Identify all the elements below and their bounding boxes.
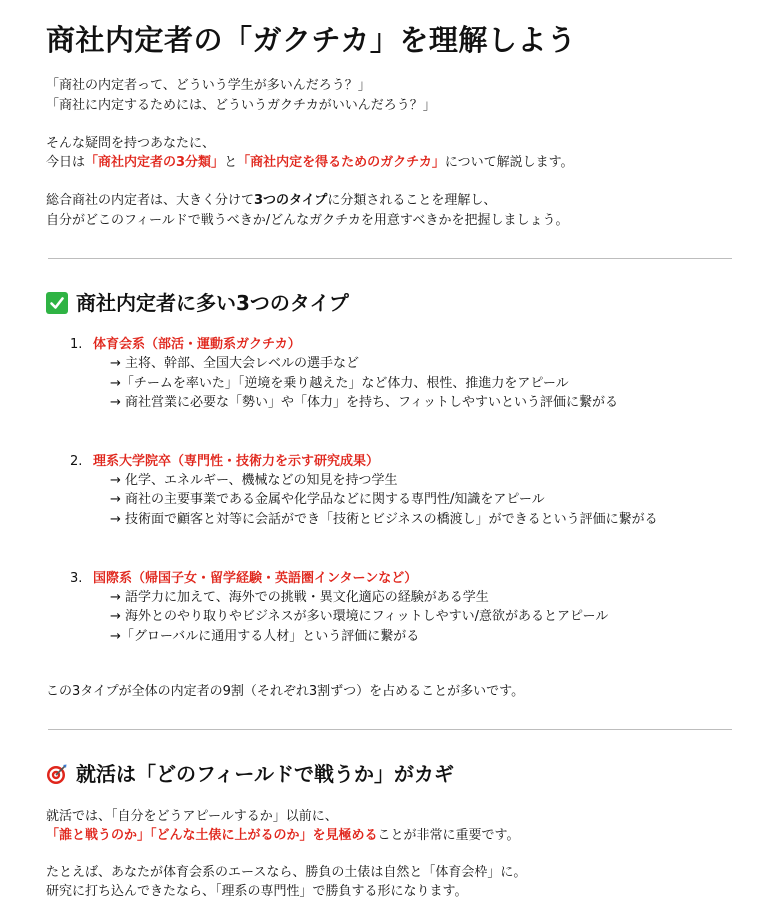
intro-line-4-post: について解説します。 — [444, 155, 574, 170]
type-item — [70, 569, 417, 588]
intro-line-4 — [46, 153, 574, 172]
type-point: → 主将、幹部、全国大会レベルの選手など — [110, 356, 360, 371]
type-item — [70, 452, 379, 471]
field-line-2-post: ことが非常に重要です。 — [377, 828, 520, 843]
section-heading-types-text: 商社内定者に多い3つのタイプ — [76, 291, 349, 315]
type-point: → 海外とのやり取りやビジネスが多い環境にフィットしやすい/意欲があるとアピール — [110, 609, 609, 624]
list-number: 3. — [70, 571, 83, 586]
highlight-gakuchika: 「商社内定を得るためのガクチカ」 — [237, 155, 445, 170]
intro-question-1: 「商社の内定者って、どういう学生が多いんだろう？」 — [46, 78, 371, 93]
page-title: 商社内定者の「ガクチカ」を理解しよう — [46, 23, 577, 57]
intro-question-2: 「商社に内定するためには、どういうガクチカがいいんだろう？」 — [46, 98, 436, 113]
intro-line-5-post: に分類されることを理解し、 — [327, 193, 497, 208]
field-line-2 — [46, 826, 519, 845]
type-point: → 語学力に加えて、海外での挑戦・異文化適応の経験がある学生 — [110, 590, 489, 605]
intro-line-4-pre: 今日は — [46, 155, 86, 170]
type-point: →「グローバルに通用する人材」という評価に繋がる — [110, 629, 420, 644]
list-number: 2. — [70, 454, 83, 469]
field-line-4: 研究に打ち込んできたなら、「理系の専門性」で勝負する形になります。 — [46, 884, 468, 899]
intro-line-5-pre: 総合商社の内定者は、大きく分けて — [46, 193, 255, 208]
highlight-three-categories: 「商社内定者の3分類」 — [85, 155, 225, 170]
type-point: → 商社の主要事業である金属や化学品などに関する専門性/知識をアピール — [110, 492, 545, 507]
intro-line-3: そんな疑問を持つあなたに、 — [46, 136, 216, 151]
type-title: 体育会系（部活・運動系ガクチカ） — [93, 337, 301, 352]
type-point: → 商社営業に必要な「勢い」や「体力」を持ち、フィットしやすいという評価に繋がる — [110, 395, 618, 410]
type-title: 理系大学院卒（専門性・技術力を示す研究成果） — [93, 454, 380, 469]
divider — [48, 258, 732, 259]
check-icon — [46, 292, 68, 314]
type-item — [70, 335, 301, 354]
intro-line-6: 自分がどこのフィールドで戦うべきか/どんなガクチカを用意すべきかを把握しましょう。 — [46, 213, 569, 228]
target-icon — [46, 763, 68, 785]
field-line-1: 就活では、「自分をどうアピールするか」以前に、 — [46, 809, 338, 824]
highlight-three-types: 3つのタイプ — [254, 193, 328, 208]
intro-line-5 — [46, 191, 496, 210]
type-point: → 技術面で顧客と対等に会話ができ「技術とビジネスの橋渡し」ができるという評価に繋がる — [110, 512, 658, 527]
highlight-who-to-compete: 「誰と戦うのか」「どんな土俵に上がるのか」を見極める — [46, 828, 378, 843]
section-heading-field — [46, 760, 454, 788]
section-heading-types — [46, 289, 349, 317]
type-title: 国際系（帰国子女・留学経験・英語圏インターンなど） — [93, 571, 418, 586]
section-heading-field-text: 就活は「どのフィールドで戦うか」がカギ — [76, 762, 454, 786]
types-summary: この3タイプが全体の内定者の9割（それぞれ3割ずつ）を占めることが多いです。 — [46, 684, 525, 699]
type-point: →「チームを率いた」「逆境を乗り越えた」など体力、根性、推進力をアピール — [110, 376, 569, 391]
list-number: 1. — [70, 337, 83, 352]
type-point: → 化学、エネルギー、機械などの知見を持つ学生 — [110, 473, 398, 488]
divider — [48, 729, 732, 730]
intro-line-4-mid: と — [224, 155, 238, 170]
field-line-3: たとえば、あなたが体育会系のエースなら、勝負の土俵は自然と「体育会枠」に。 — [46, 865, 527, 880]
